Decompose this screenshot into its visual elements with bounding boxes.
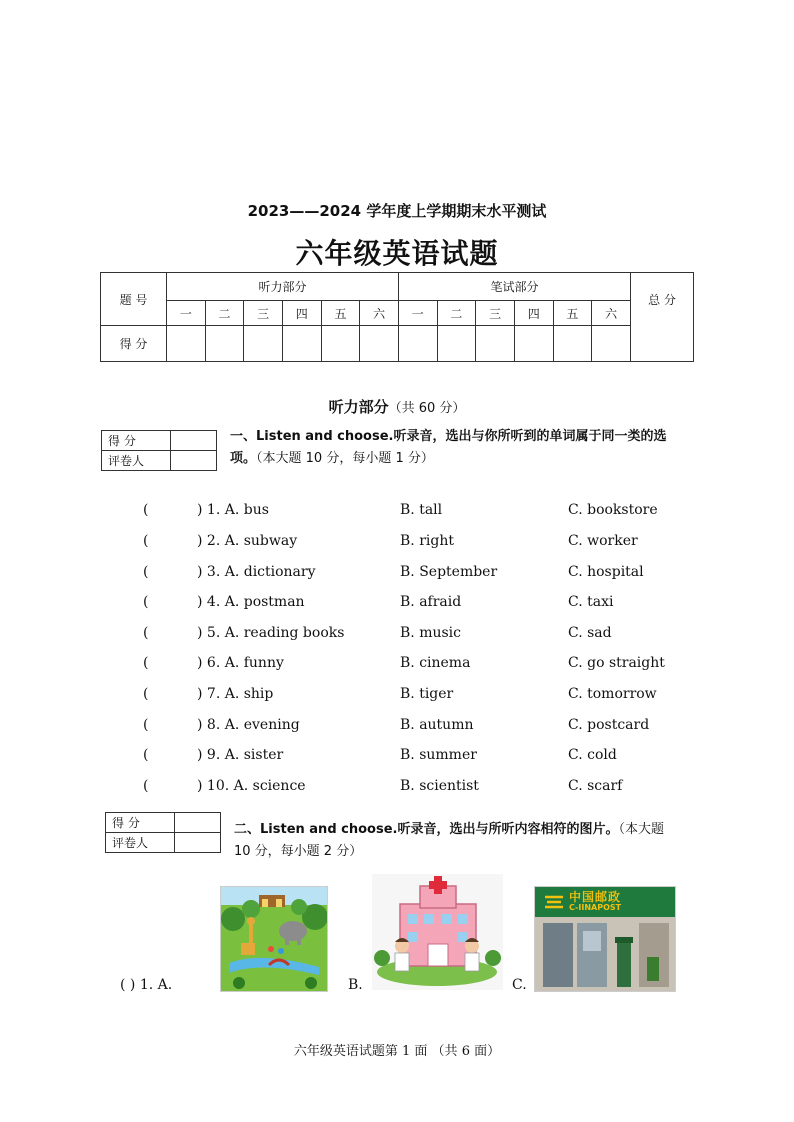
score-cell xyxy=(437,326,476,362)
hospital-picture xyxy=(372,874,503,990)
option-a: ) 7. A. ship xyxy=(197,686,274,702)
post-sign-en: C-IINAPOST xyxy=(569,903,622,912)
question-row xyxy=(0,594,794,618)
page-footer: 六年级英语试题第 1 面 （共 6 面） xyxy=(293,1044,501,1059)
option-c-label: C. xyxy=(512,977,527,993)
listening-title-text: 听力部分 xyxy=(328,398,389,416)
score-cell xyxy=(282,326,321,362)
question-row xyxy=(0,778,794,802)
option-b: B. September xyxy=(400,564,498,580)
listening-section-title xyxy=(0,396,794,417)
numeral-cell: 五 xyxy=(553,301,592,326)
option-c: C. bookstore xyxy=(568,502,658,518)
score-table xyxy=(100,272,694,362)
score-cell xyxy=(244,326,283,362)
part1-heading-text: 一、Listen and choose.听录音，选出与你所听到的单词属于同一类的选项。 xyxy=(230,429,667,466)
part2-note: （本大题 10 分，每小题 2 分） xyxy=(234,822,664,859)
grader-score-label: 得 分 xyxy=(102,431,171,451)
score-cell xyxy=(592,326,631,362)
score-cell xyxy=(553,326,592,362)
option-b: B. scientist xyxy=(400,778,479,794)
answer-paren: ( xyxy=(143,747,149,763)
numeral-cell: 六 xyxy=(592,301,631,326)
score-cell xyxy=(205,326,244,362)
option-c: C. go straight xyxy=(568,655,665,671)
listening-points: （共 60 分） xyxy=(388,401,466,416)
grader-name-cell xyxy=(171,451,217,471)
numeral-cell: 一 xyxy=(167,301,206,326)
option-c: C. cold xyxy=(568,747,617,763)
answer-paren: ( xyxy=(143,717,149,733)
option-b: B. tiger xyxy=(400,686,454,702)
part1-note: （本大题 10 分，每小题 1 分） xyxy=(256,451,434,466)
option-a: ) 1. A. bus xyxy=(197,502,269,518)
writing-header: 笔试部分 xyxy=(398,273,630,301)
option-a: ) 2. A. subway xyxy=(197,533,298,549)
part2-heading-text: 二、Listen and choose.听录音，选出与所听内容相符的图片。 xyxy=(234,822,619,837)
numeral-cell: 二 xyxy=(205,301,244,326)
option-b: B. right xyxy=(400,533,454,549)
option-a: ) 5. A. reading books xyxy=(197,625,345,641)
score-cell xyxy=(167,326,206,362)
option-a: ) 3. A. dictionary xyxy=(197,564,316,580)
post-office-picture xyxy=(534,886,676,992)
row-label-score: 得 分 xyxy=(101,326,167,362)
grader-score-cell xyxy=(171,431,217,451)
answer-paren: ( xyxy=(143,564,149,580)
answer-paren: ( xyxy=(143,502,149,518)
grader-box-2 xyxy=(105,812,221,853)
china-post-logo-icon xyxy=(543,891,565,913)
option-a: ) 6. A. funny xyxy=(197,655,284,671)
total-cell xyxy=(631,326,694,362)
question-row xyxy=(0,686,794,710)
option-a: ) 10. A. science xyxy=(197,778,306,794)
total-header: 总 分 xyxy=(631,273,694,326)
answer-paren: ( xyxy=(143,533,149,549)
question-row xyxy=(0,502,794,526)
row-label-question: 题 号 xyxy=(101,273,167,326)
option-b: B. autumn xyxy=(400,717,474,733)
zoo-picture xyxy=(220,886,328,992)
numeral-cell: 五 xyxy=(321,301,360,326)
exam-subtitle: 2023——2024 学年度上学期期末水平测试 xyxy=(247,202,547,220)
grader-name-cell xyxy=(175,833,221,853)
numeral-cell: 三 xyxy=(244,301,283,326)
grader-name-label: 评卷人 xyxy=(106,833,175,853)
numeral-cell: 二 xyxy=(437,301,476,326)
part2-q1-prefix: ( ) 1. A. xyxy=(120,977,173,993)
option-a: ) 9. A. sister xyxy=(197,747,284,763)
option-c: C. sad xyxy=(568,625,612,641)
post-office-sign xyxy=(535,887,675,917)
answer-paren: ( xyxy=(143,625,149,641)
option-b: B. summer xyxy=(400,747,477,763)
option-b: B. afraid xyxy=(400,594,462,610)
answer-paren: ( xyxy=(143,686,149,702)
numeral-cell: 一 xyxy=(398,301,437,326)
option-b: B. tall xyxy=(400,502,443,518)
numeral-cell: 四 xyxy=(282,301,321,326)
answer-paren: ( xyxy=(143,778,149,794)
answer-paren: ( xyxy=(143,594,149,610)
score-cell xyxy=(321,326,360,362)
grader-name-label: 评卷人 xyxy=(102,451,171,471)
option-b-label: B. xyxy=(348,977,363,993)
question-row xyxy=(0,655,794,679)
option-a: ) 8. A. evening xyxy=(197,717,300,733)
numeral-cell: 六 xyxy=(360,301,399,326)
post-sign-cn: 中国邮政 xyxy=(569,890,622,904)
score-cell xyxy=(398,326,437,362)
option-c: C. taxi xyxy=(568,594,614,610)
option-b: B. music xyxy=(400,625,461,641)
option-a: ) 4. A. postman xyxy=(197,594,305,610)
option-b: B. cinema xyxy=(400,655,471,671)
score-cell xyxy=(360,326,399,362)
listening-header: 听力部分 xyxy=(167,273,399,301)
question-row xyxy=(0,564,794,588)
question-row xyxy=(0,747,794,771)
grader-box-1 xyxy=(101,430,217,471)
numeral-cell: 三 xyxy=(476,301,515,326)
grader-score-label: 得 分 xyxy=(106,813,175,833)
part2-heading xyxy=(234,819,680,863)
numeral-cell: 四 xyxy=(514,301,553,326)
option-c: C. postcard xyxy=(568,717,650,733)
answer-paren: ( xyxy=(143,655,149,671)
question-row xyxy=(0,533,794,557)
question-row xyxy=(0,717,794,741)
option-c: C. scarf xyxy=(568,778,623,794)
exam-title: 六年级英语试题 xyxy=(295,237,499,270)
grader-score-cell xyxy=(175,813,221,833)
score-cell xyxy=(514,326,553,362)
option-c: C. tomorrow xyxy=(568,686,657,702)
score-cell xyxy=(476,326,515,362)
part1-heading xyxy=(230,426,680,470)
question-row xyxy=(0,625,794,649)
option-c: C. hospital xyxy=(568,564,644,580)
option-c: C. worker xyxy=(568,533,638,549)
